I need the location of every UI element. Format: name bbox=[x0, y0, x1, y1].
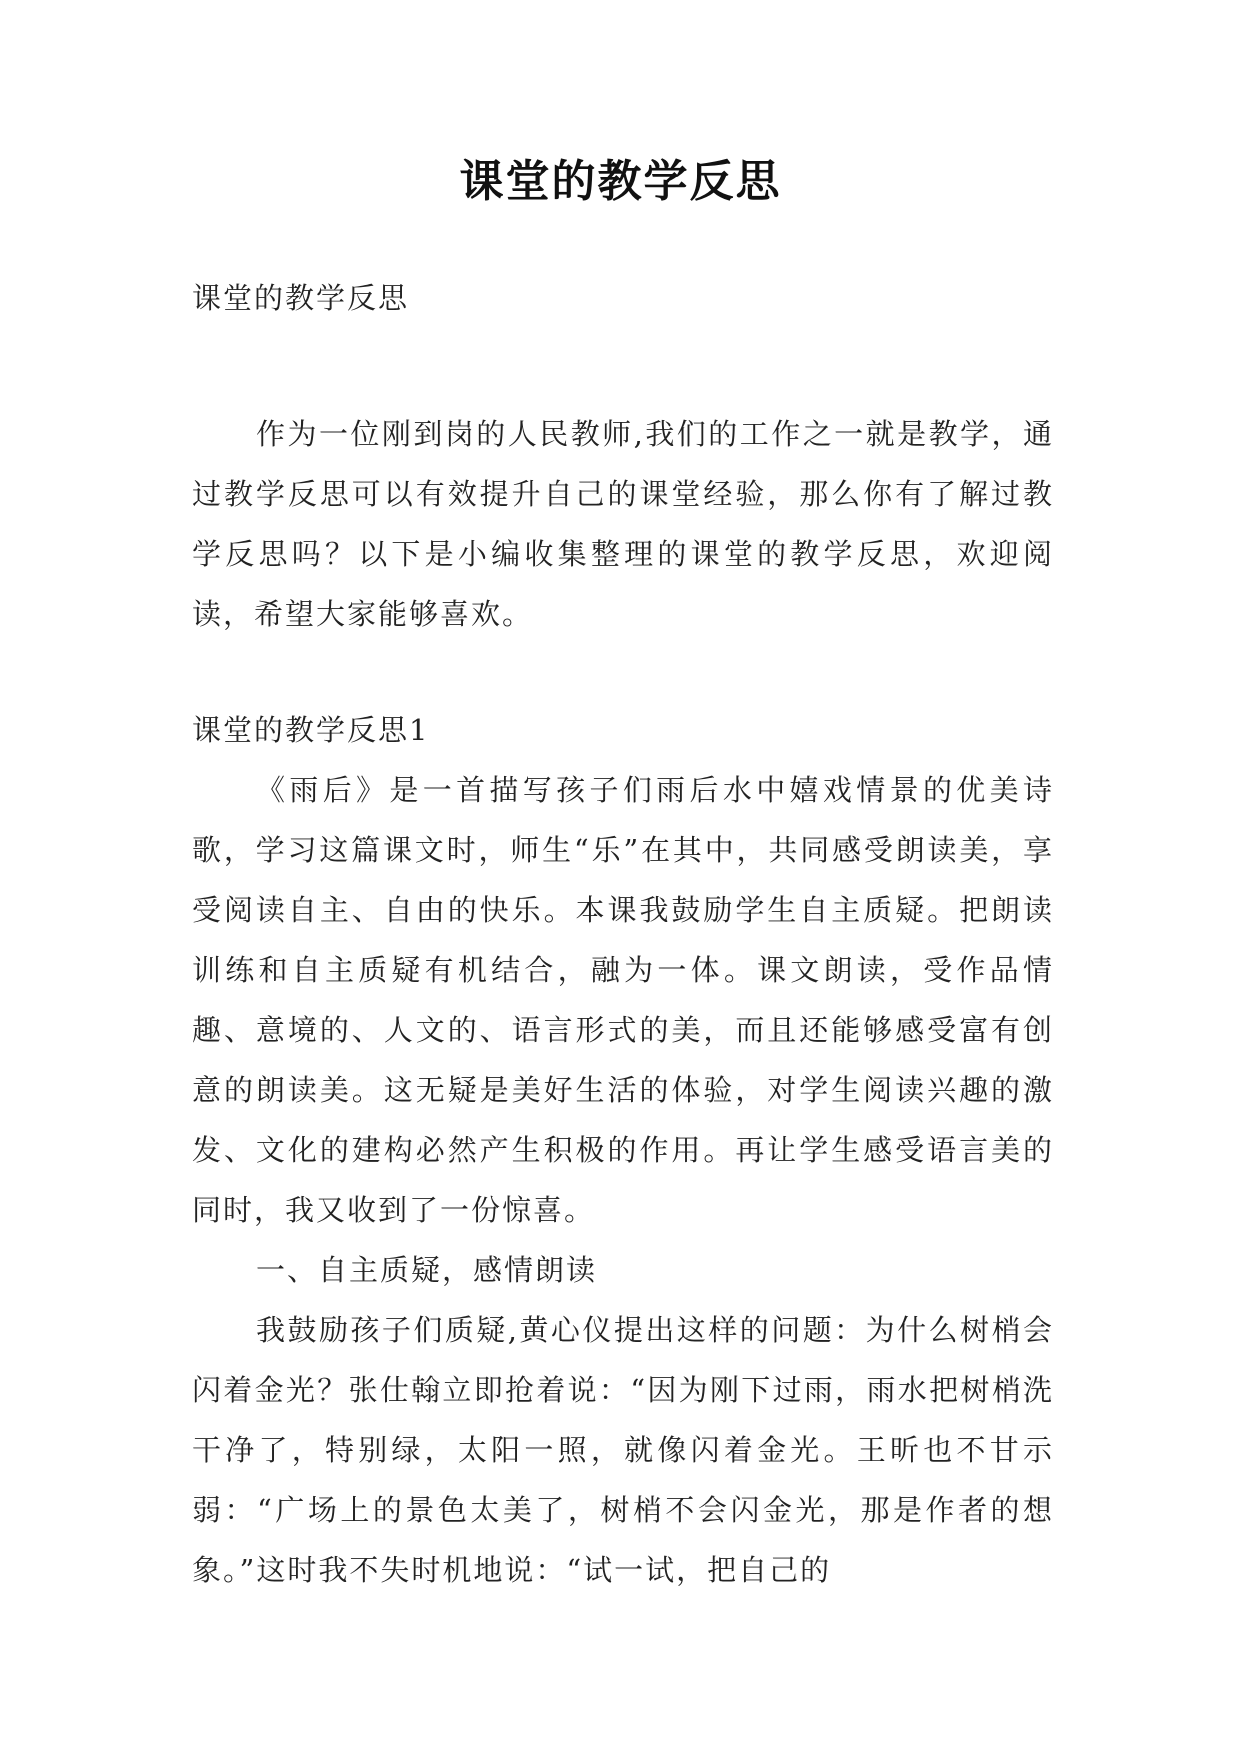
section-title: 课堂的教学反思1 bbox=[192, 713, 430, 747]
document-title: 课堂的教学反思 bbox=[459, 156, 782, 207]
section-body bbox=[192, 760, 1054, 1600]
body-paragraph: 我鼓励孩子们质疑,黄心仪提出这样的问题：为什么树梢会闪着金光？张仕翰立即抢着说：“因为刚下过雨，雨水把树梢洗干净了，特别绿，太阳一照，就像闪着金光。王昕也不甘示弱：“广场上的景色太美了，树梢不会闪金光，那是作者的想象。”这时我不失时机地说：“试一试，把自己的 bbox=[192, 1313, 1054, 1587]
intro-paragraph: 作为一位刚到岗的人民教师,我们的工作之一就是教学，通过教学反思可以有效提升自己的课堂经验，那么你有了解过教学反思吗？以下是小编收集整理的课堂的教学反思，欢迎阅读，希望大家能够喜欢。 bbox=[192, 417, 1054, 631]
document-subtitle: 课堂的教学反思 bbox=[192, 281, 410, 315]
body-subheading: 一、自主质疑，感情朗读 bbox=[256, 1253, 598, 1287]
body-paragraph: 《雨后》是一首描写孩子们雨后水中嬉戏情景的优美诗歌，学习这篇课文时，师生“乐”在其中，共同感受朗读美，享受阅读自主、自由的快乐。本课我鼓励学生自主质疑。把朗读训练和自主质疑有机结合，融为一体。课文朗读，受作品情趣、意境的、人文的、语言形式的美，而且还能够感受富有创意的朗读美。这无疑是美好生活的体验，对学生阅读兴趣的激发、文化的建构必然产生积极的作用。再让学生感受语言美的同时，我又收到了一份惊喜。 bbox=[192, 773, 1054, 1227]
